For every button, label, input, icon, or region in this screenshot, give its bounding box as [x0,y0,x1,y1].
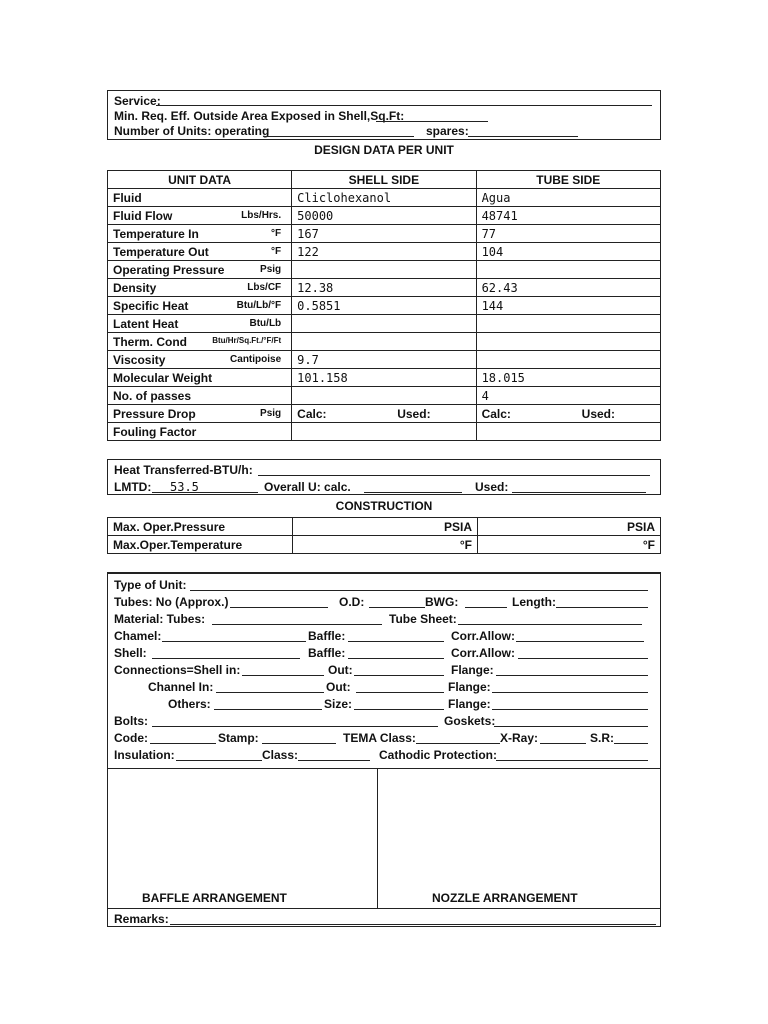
od-line[interactable] [369,607,425,608]
shell-value[interactable]: 122 [292,243,476,261]
remarks-label: Remarks: [114,912,169,926]
header-shell-side: SHELL SIDE [292,171,476,189]
table-row [108,536,661,554]
table-row [108,261,661,279]
units-label: Number of Units: operating [114,124,270,138]
table-row [108,297,661,315]
service-line[interactable] [156,105,652,106]
used-line[interactable] [512,492,646,493]
shell-value[interactable] [292,333,476,351]
heat-transferred-line[interactable] [258,475,650,476]
tube-value[interactable]: 77 [476,225,660,243]
tube-value[interactable]: 48741 [476,207,660,225]
row-label: No. of passes [108,387,292,405]
row-label-text: Density [113,280,157,295]
lmtd-line[interactable] [152,492,258,493]
out-line-2[interactable] [356,692,444,693]
bolts-label: Bolts: [114,714,148,728]
flange-line-1[interactable] [496,675,648,676]
service-label: Service: [114,94,161,108]
code-label: Code: [114,731,148,745]
corr-allow-line-1[interactable] [516,641,644,642]
row-unit: °F [271,246,282,257]
bwg-line[interactable] [465,607,507,608]
cathodic-label: Cathodic Protection: [379,748,498,762]
shell-line[interactable] [152,658,300,659]
row-unit: Cantipoise [230,354,282,365]
fouling-shell[interactable] [292,423,476,441]
out-label-2: Out: [326,680,351,694]
material-tubes-line[interactable] [212,624,382,625]
size-label: Size: [324,697,353,711]
row-label [108,279,292,297]
tube-value[interactable] [476,351,660,369]
nozzle-arrangement-label: NOZZLE ARRANGEMENT [432,891,578,905]
tube-value[interactable]: 144 [476,297,660,315]
flange-line-3[interactable] [492,709,648,710]
row-unit: Lbs/Hrs. [241,210,282,221]
pressure-drop-tube[interactable] [476,405,660,423]
design-title: DESIGN DATA PER UNIT [314,143,454,157]
material-tubes-label: Material: Tubes: [114,612,206,626]
tube-sheet-line[interactable] [458,624,642,625]
row-label [108,297,292,315]
min-area-label: Min. Req. Eff. Outside Area Exposed in Shell,Sq.Ft: [114,109,405,123]
table-row [108,423,661,441]
fouling-tube[interactable] [476,423,660,441]
tube-value[interactable]: Agua [476,189,660,207]
row-label: Molecular Weight [108,369,292,387]
row-unit: °F [271,228,282,239]
shell-value[interactable]: 0.5851 [292,297,476,315]
class-label: Class: [262,748,299,762]
min-area-line[interactable] [376,121,488,122]
baffle-line-1[interactable] [348,641,444,642]
flange-label-3: Flange: [448,697,491,711]
tube-value[interactable] [476,315,660,333]
insulation-line[interactable] [176,760,262,761]
length-line[interactable] [556,607,648,608]
connections-shell-in-label: Connections=Shell in: [114,663,241,677]
pressure-drop-shell[interactable] [292,405,476,423]
shell-value[interactable] [292,387,476,405]
table-row [108,333,661,351]
row-label-text: Temperature Out [113,244,209,259]
insulation-label: Insulation: [114,748,175,762]
row-unit: Btu/Lb/°F [236,300,282,311]
row-unit: Lbs/CF [247,282,282,293]
bolts-line[interactable] [152,726,438,727]
table-row [108,243,661,261]
corr-allow-line-2[interactable] [518,658,648,659]
used-label: Used: [397,406,431,421]
baffle-label-2: Baffle: [308,646,346,660]
lmtd-label: LMTD: [114,480,152,494]
row-label: Fluid [108,189,292,207]
baffle-arrangement-area[interactable] [108,769,377,908]
row-label-text: Therm. Cond [113,334,187,349]
sr-line[interactable] [614,743,648,744]
chamel-line[interactable] [162,641,306,642]
row-label-text: Fluid Flow [113,208,173,223]
shell-value[interactable]: 167 [292,225,476,243]
table-row [108,369,661,387]
tube-value[interactable] [476,333,660,351]
out-line-1[interactable] [354,675,444,676]
row-label-text: Temperature In [113,226,199,241]
heat-transferred-label: Heat Transferred-BTU/h: [114,463,253,477]
construction-table [107,517,661,554]
flange-label-1: Flange: [451,663,494,677]
table-row [108,405,661,423]
pressure-drop-text: Pressure Drop [113,406,196,421]
flange-label-2: Flange: [448,680,491,694]
shell-value[interactable]: Cliclohexanol [292,189,476,207]
tubes-no-line[interactable] [230,607,328,608]
length-label: Length: [512,595,556,609]
flange-line-2[interactable] [492,692,648,693]
table-header-row [108,171,661,189]
tube-value[interactable]: 62.43 [476,279,660,297]
out-label-1: Out: [328,663,353,677]
row-label-text: Latent Heat [113,316,179,331]
max-pressure-unit2[interactable]: PSIA [478,518,661,536]
calc-used [297,407,470,421]
max-temp-unit1[interactable]: °F [293,536,478,554]
row-label [108,261,292,279]
table-row [108,518,661,536]
table-row [108,351,661,369]
nozzle-arrangement-area[interactable] [378,769,660,908]
stamp-line[interactable] [262,743,336,744]
tube-sheet-label: Tube Sheet: [389,612,457,626]
corr-allow-label-2: Corr.Allow: [451,646,516,660]
shell-value[interactable]: 12.38 [292,279,476,297]
tema-class-line[interactable] [416,743,500,744]
overall-u-line[interactable] [364,492,462,493]
row-label [108,333,292,351]
tube-value[interactable]: 18.015 [476,369,660,387]
tema-class-label: TEMA Class: [343,731,416,745]
max-temp-label: Max.Oper.Temperature [108,536,293,554]
construction-title: CONSTRUCTION [335,499,433,513]
table-row [108,225,661,243]
header-tube-side: TUBE SIDE [476,171,660,189]
table-row [108,207,661,225]
bwg-label: BWG: [425,595,459,609]
overall-u-label: Overall U: calc. [264,480,351,494]
shell-value[interactable]: 9.7 [292,351,476,369]
connections-shell-in-line[interactable] [242,675,324,676]
max-pressure-label: Max. Oper.Pressure [108,518,293,536]
tube-value[interactable] [476,261,660,279]
heat-box [107,459,661,495]
calc-label: Calc: [297,406,327,421]
row-label [108,351,292,369]
units-line[interactable] [264,136,414,137]
row-label-text: Operating Pressure [113,262,225,277]
row-label [108,225,292,243]
lmtd-value[interactable]: 53.5 [170,480,199,494]
tube-value[interactable]: 104 [476,243,660,261]
type-of-unit-line[interactable] [190,590,648,591]
od-label: O.D: [339,595,365,609]
goskets-label: Goskets: [444,714,496,728]
channel-in-line[interactable] [216,692,324,693]
row-label [108,207,292,225]
max-pressure-unit1[interactable]: PSIA [293,518,478,536]
tube-value[interactable]: 4 [476,387,660,405]
pressure-drop-unit: Psig [260,408,282,419]
row-label-text: Viscosity [113,352,166,367]
unit-data-table [107,170,661,441]
calc-label: Calc: [481,406,511,421]
class-line[interactable] [298,760,370,761]
row-label [108,315,292,333]
table-row [108,387,661,405]
row-unit: Psig [260,264,282,275]
row-unit: Btu/Lb [249,318,282,329]
xray-label: X-Ray: [500,731,539,745]
details-box [107,572,661,927]
baffle-arrangement-label: BAFFLE ARRANGEMENT [142,891,287,905]
others-line[interactable] [214,709,322,710]
remarks-divider [108,908,660,909]
spares-label: spares: [426,124,469,138]
channel-in-label: Channel In: [148,680,214,694]
pressure-drop-label [108,405,292,423]
tubes-no-label: Tubes: No (Approx.) [114,595,229,609]
shell-value[interactable] [292,261,476,279]
spares-line[interactable] [468,136,578,137]
row-label [108,243,292,261]
table-row [108,189,661,207]
cathodic-line[interactable] [496,760,648,761]
fouling-factor-label: Fouling Factor [108,423,292,441]
shell-label: Shell: [114,646,147,660]
shell-value[interactable] [292,315,476,333]
goskets-line[interactable] [494,726,648,727]
type-of-unit-label: Type of Unit: [114,578,187,592]
baffle-label-1: Baffle: [308,629,346,643]
shell-value[interactable]: 101.158 [292,369,476,387]
size-line[interactable] [354,709,444,710]
chamel-label: Chamel: [114,629,162,643]
code-line[interactable] [150,743,216,744]
used-label: Used: [475,480,509,494]
header-box [107,90,661,140]
baffle-line-2[interactable] [348,658,444,659]
calc-used [482,407,655,421]
row-label-text: Specific Heat [113,298,189,313]
max-temp-unit2[interactable]: °F [478,536,661,554]
table-row [108,315,661,333]
table-row [108,279,661,297]
others-label: Others: [168,697,211,711]
remarks-line[interactable] [170,924,656,925]
header-unit-data: UNIT DATA [108,171,292,189]
sr-label: S.R: [590,731,614,745]
xray-line[interactable] [540,743,586,744]
shell-value[interactable]: 50000 [292,207,476,225]
corr-allow-label-1: Corr.Allow: [451,629,516,643]
row-unit: Btu/Hr/Sq.Ft./°F/Ft [212,336,282,345]
used-label: Used: [581,406,615,421]
stamp-label: Stamp: [218,731,259,745]
